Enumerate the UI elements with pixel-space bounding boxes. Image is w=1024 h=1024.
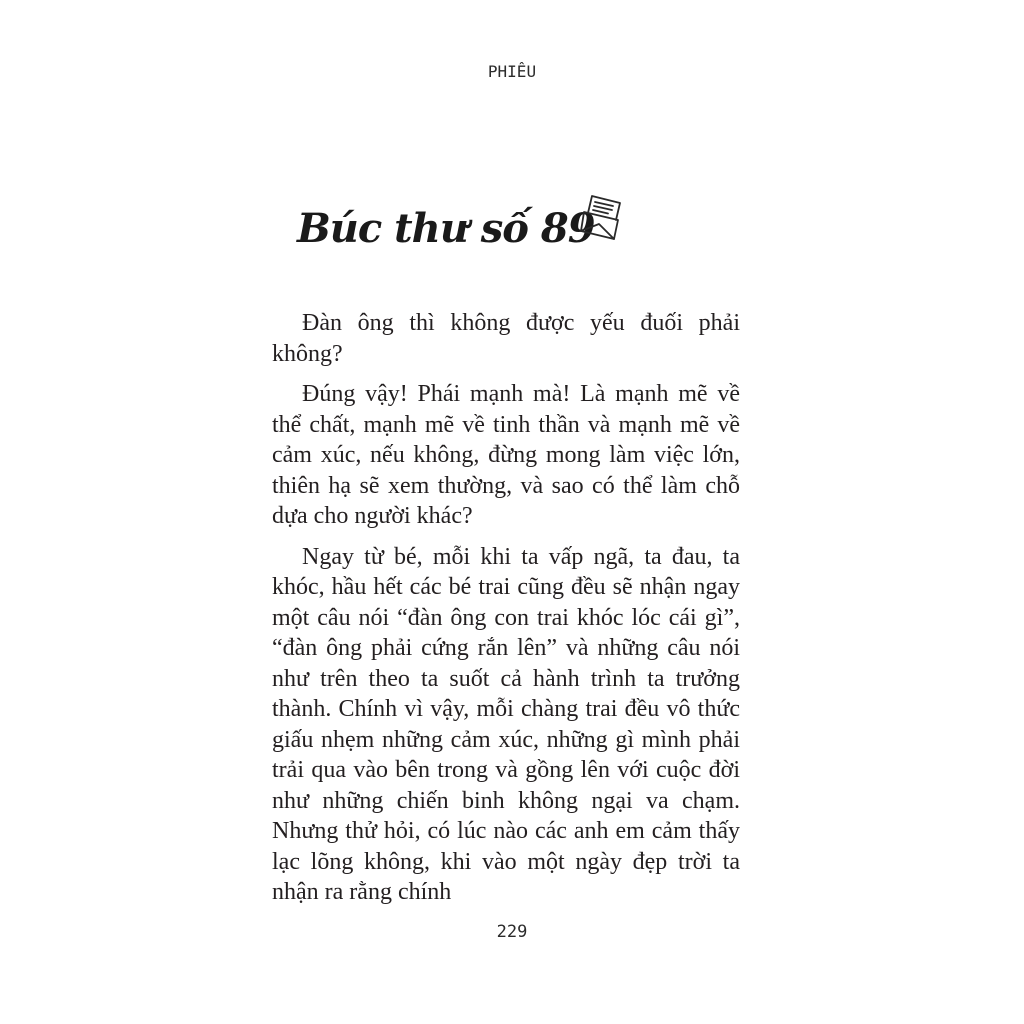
- chapter-title: Búc thư số 89: [297, 205, 595, 252]
- body-text: [272, 308, 740, 918]
- envelope-letter-icon: [578, 192, 628, 242]
- paragraph: Đúng vậy! Phái mạnh mà! Là mạnh mẽ về thể chất, mạnh mẽ về tinh thần và mạnh mẽ về cảm xúc, nếu không, đừng mong làm việc lớn, thiên hạ sẽ xem thường, và sao có thể làm chỗ dựa cho người khác?: [272, 381, 740, 529]
- running-head: PHIÊU: [487, 62, 537, 81]
- paragraph: Ngay từ bé, mỗi khi ta vấp ngã, ta đau, ta khóc, hầu hết các bé trai cũng đều sẽ nhận ngay một câu nói “đàn ông con trai khóc lóc cái gì”, “đàn ông phải cứng rắn lên” và những câu nói như trên theo ta suốt cả hành trình ta trưởng thành. Chính vì vậy, mỗi chàng trai đều vô thức giấu nhẹm những cảm xúc, những gì mình phải trải qua vào bên trong và gồng lên với cuộc đời như những chiến binh không ngại va chạm. Nhưng thử hỏi, có lúc nào các anh em cảm thấy lạc lõng không, khi vào một ngày đẹp trời ta nhận ra rằng chính: [272, 543, 740, 905]
- paragraph: Đàn ông thì không được yếu đuối phải không?: [272, 310, 740, 367]
- page-number: 229: [496, 922, 528, 942]
